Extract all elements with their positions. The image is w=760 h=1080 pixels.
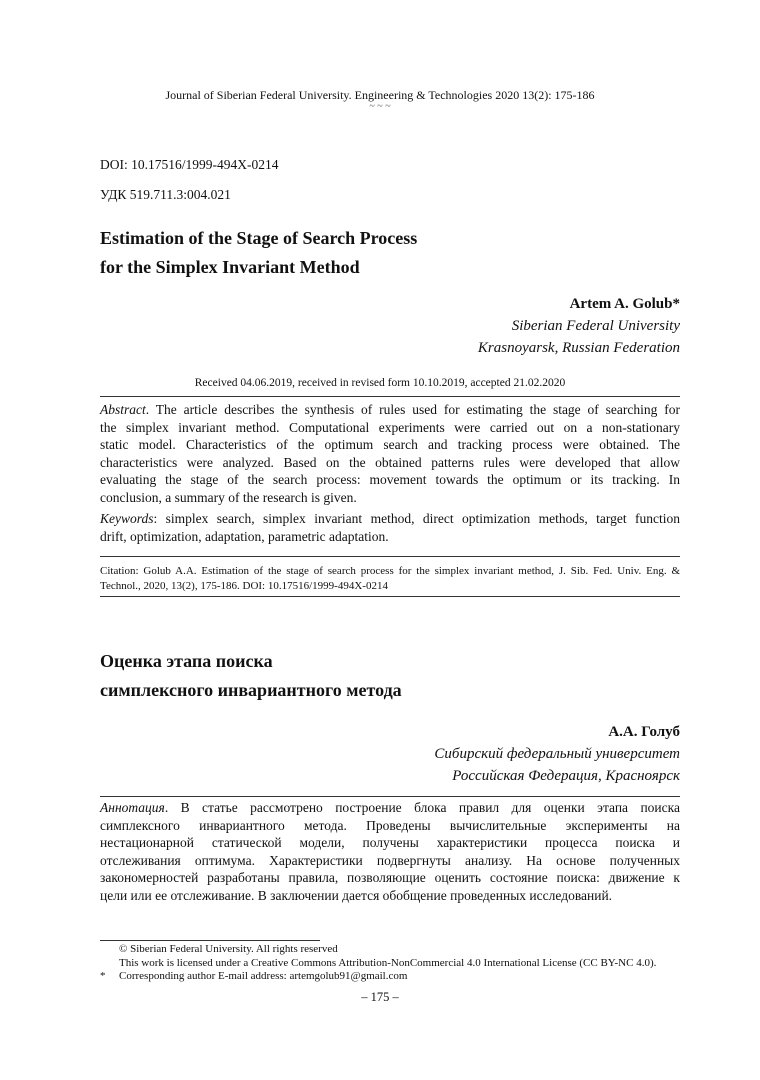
journal-header: Journal of Siberian Federal University. Engineering & Technologies 2020 13(2): 175-186: [165, 88, 595, 102]
abstract-line: evaluating the stage of the search process: movement towards the optimum or its tracking. In: [100, 472, 680, 487]
abstract-line: conclusion, a summary of the research is given.: [100, 489, 357, 505]
abstract-line: static model. Characteristics of the optimum search and tracking process were obtained. The: [100, 437, 680, 452]
abstract-line: отслеживания оптимума. Характеристики подвергнуты анализу. На основе полученных: [100, 852, 680, 868]
keywords-line: Keywords: simplex search, simplex invariant method, direct optimization methods, target function: [100, 511, 680, 526]
abstract-line: the simplex invariant method. Computational experiments were carried out on a non-stationary: [100, 419, 680, 435]
footnote-rule: [100, 940, 320, 941]
divider: [100, 596, 680, 597]
abstract-line: Аннотация. В статье рассмотрено построение блока правил для оценки этапа поиска: [100, 800, 680, 815]
keywords-line: drift, optimization, adaptation, parametric adaptation.: [100, 528, 389, 544]
author-block-ru: [434, 721, 680, 787]
affiliation: Siberian Federal University: [511, 318, 680, 334]
abstract-line: симплексного инвариантного метода. Проведены вычислительные эксперименты на: [100, 817, 680, 833]
divider: [100, 556, 680, 557]
page-number: – 175 –: [361, 990, 399, 1004]
abstract-line: Abstract. The article describes the synthesis of rules used for estimating the stage of searching for: [100, 402, 680, 417]
affiliation: Krasnoyarsk, Russian Federation: [477, 340, 680, 356]
title-line: Оценка этапа поиска: [100, 651, 273, 671]
abstract-line: цели или ее отслеживание. В заключении дается обобщение проведенных исследований.: [100, 887, 613, 903]
author-block-en: [478, 293, 680, 359]
divider: [100, 396, 680, 397]
abstract-line: characteristics were analyzed. Based on the obtained patterns rules were developed that allow: [100, 454, 680, 470]
abstract-ru: [100, 799, 680, 904]
title-ru: [100, 647, 402, 705]
received-dates: Received 04.06.2019, received in revised form 10.10.2019, accepted 21.02.2020: [194, 377, 566, 389]
copyright-note: © Siberian Federal University. All rights reserved: [119, 943, 338, 955]
keywords-en: [100, 510, 680, 545]
author-name: А.А. Голуб: [608, 724, 680, 740]
citation-line: Technol., 2020, 13(2), 175-186. DOI: 10.17516/1999-494X-0214: [100, 580, 388, 592]
title-line: Estimation of the Stage of Search Process: [100, 228, 418, 248]
corresponding-note: * Corresponding author E-mail address: artemgolub91@gmail.com: [100, 970, 408, 982]
license-note: This work is licensed under a Creative Commons Attribution-NonCommercial 4.0 International License (CC BY-NC 4.0).: [119, 956, 657, 969]
abstract-label: Abstract: [100, 402, 146, 417]
title-en: [100, 224, 417, 282]
udk: УДК 519.711.3:004.021: [100, 187, 231, 202]
author-name: Artem A. Golub*: [569, 296, 680, 312]
title-line: симплексного инвариантного метода: [100, 680, 402, 700]
footnotes: [100, 943, 656, 984]
abstract-en: [100, 401, 680, 506]
abstract-label: Аннотация: [100, 800, 165, 815]
title-line: for the Simplex Invariant Method: [100, 257, 360, 277]
affiliation: Сибирский федеральный университет: [434, 746, 680, 762]
citation: [100, 564, 680, 594]
doi: DOI: 10.17516/1999-494X-0214: [100, 157, 279, 172]
abstract-line: закономерностей разработаны правила, позволяющие оценить состояние поиска: движение к: [100, 870, 680, 885]
divider: [100, 796, 680, 797]
abstract-line: нестационарной статической модели, получены характеристики процесса поиска и: [100, 835, 680, 850]
header-ornament: ~ ~ ~: [369, 101, 391, 112]
affiliation: Российская Федерация, Красноярск: [452, 768, 680, 784]
keywords-label: Keywords: [100, 511, 154, 526]
citation-line: Citation: Golub A.A. Estimation of the stage of search process for the simplex invariant method, J. Sib. Fed. Univ. Eng. &: [100, 565, 680, 577]
corresponding-email: Corresponding author E-mail address: artemgolub91@gmail.com: [119, 970, 408, 982]
